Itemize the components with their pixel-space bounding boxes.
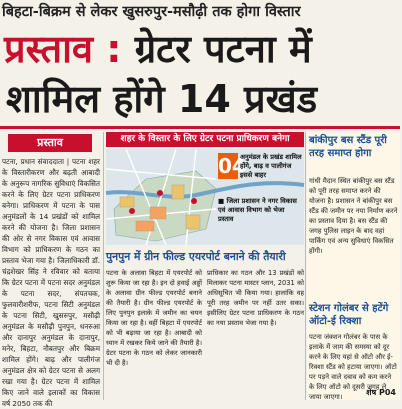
headline-line-2: शामिल होंगे 14 प्रखंड (6, 77, 318, 121)
continued-marker: शेष P04 (366, 388, 396, 397)
kicker-headline: बिहटा-बिक्रम से लेकर खुसरुपुर-मसौढ़ी तक होगा विस्तार (2, 4, 301, 20)
column-divider-left (103, 132, 104, 400)
callout-number: 04 (218, 154, 246, 178)
right-sidebar (307, 132, 400, 400)
headline-divider (0, 126, 400, 129)
bus-stand-body: गांधी मैदान स्थित बांकीपुर बस स्टैंड को पूरी तरह समाप्त करने की योजना है। प्रशासन ने बांकीपुर बस स्टैंड की जमीन पर नया निर्माण करने का प्रस्ताव दिया है। बस स्टैंड की जगह पुलिस लाइन के बाद वहां पार्किंग एवं अन्य सुविधाएं विकसित होंगी। (309, 177, 398, 255)
map-panel (106, 149, 304, 245)
left-column (0, 132, 102, 408)
headline-red-part: प्रस्ताव : (4, 27, 122, 71)
airport-article-col-2: प्राधिकार का गठन और 13 प्रखंडों को मिलाकर पटना मास्टर प्लान, 2031 को अधिसूचित भी किया गया। हालांकि वह पूरी तरह जमीन पर नहीं उतर सका। इसीलिए ग्रेटर पटना प्राधिकरण के गठन का नया प्रस्ताव भेजा गया है। (207, 269, 304, 327)
proposal-tag: प्रस्ताव (8, 134, 92, 152)
airport-article-body (106, 268, 304, 400)
callout-text-secondary: ■ जिला प्रशासन ने नगर विकास एवं आवास विभाग को भेजा प्रस्ताव (218, 197, 297, 223)
main-headline (0, 26, 400, 124)
airport-article-col-1: पटना के अलावा बिहटा में एयरपोर्ट को शुरू किया जा रहा है। इन दो हवाई अड्डों के अलावा ग्रीन फील्ड एयरपोर्ट बनाने की तैयारी है। ग्रीन फील्ड एयरपोर्ट के लिए पुनपुन इलाके में जमीन का चयन किया जा रहा है। वहीं बिहटा में एयरपोर्ट को भी बढ़ाया जा रहा है। आबादी को ध्यान में रखकर किये जाने की तैयारी है। ग्रेटर पटना के गठन को लेकर जानकारी भी दी है। (106, 269, 202, 367)
auto-rickshaw-body: पटना जंक्शन गोलंबर के पास के इलाके में जाम की समस्या को दूर करने के लिए यहां से ऑटो और ई-रिक्शा स्टैंड को हटाया जाएगा। ऑटो पर पड़ने वाले दबाव को कम करने के लिए ऑटो को दूसरी जगह ले जाया जाएगा। (309, 333, 397, 401)
column-divider-right (305, 132, 306, 400)
left-column-body: पटना, प्रधान संवाददाता | पटना शहर के विस्तारीकरण और बढ़ती आबादी के अनुरूप नागरिक सुविधाएं विकसित करने के लिए ग्रेटर पटना प्राधिकरण बनेगा। प्राधिकरण में पटना के पास अनुमंडलों के 14 प्रखंडों को शामिल करने की योजना है। जिला प्रशासन की ओर से नगर विकास एवं आवास विभाग को प्राधिकरण के गठन का प्रस्ताव भेजा गया है। जिलाधिकारी डॉ. चंद्रशेखर सिंह ने रविवार को बताया कि ग्रेटर पटना में पटना सदर अनुमंडल के पटना सदर, संपतचक, फुलवारीशरीफ, पटना सिटी अनुमंडल के पटना सिटी, खुसरुपुर, मसौढ़ी अनुमंडल के मसौढ़ी पुनपुन, धनरुआ और दानापुर अनुमंडल के दानापुर, मनेर, बिहटा, नौबतपुर और बिक्रम शामिल होंगे। बाढ़ और पालीगंज अनुमंडल क्षेत्र को ग्रेटर पटना से अलग रखा गया है। ग्रेटर पटना में शामिल किए जाने वाले इलाकों का विकास वर्ष 2050 तक की (2, 157, 100, 408)
headline-line-1 (4, 26, 312, 72)
airport-article-headline: पुनपुन में ग्रीन फील्ड एयरपोर्ट बनाने की तैयारी (106, 250, 286, 263)
map-banner: शहर के विस्तार के लिए ग्रेटर पटना प्राधिकरण बनेगा (106, 132, 304, 147)
headline-black-part: ग्रेटर पटना में (121, 27, 312, 71)
bus-stand-headline: बांकीपुर बस स्टैंड पूरी तरह समाप्त होगा (309, 135, 387, 159)
auto-rickshaw-headline: स्टेशन गोलंबर से हटेंगे ऑटो-ई रिक्शा (309, 303, 389, 327)
callout-text-primary: अनुमंडल के प्रखंड शामिल होंगे, बाढ़ व पालीगंज इससे बाहर (240, 153, 302, 179)
